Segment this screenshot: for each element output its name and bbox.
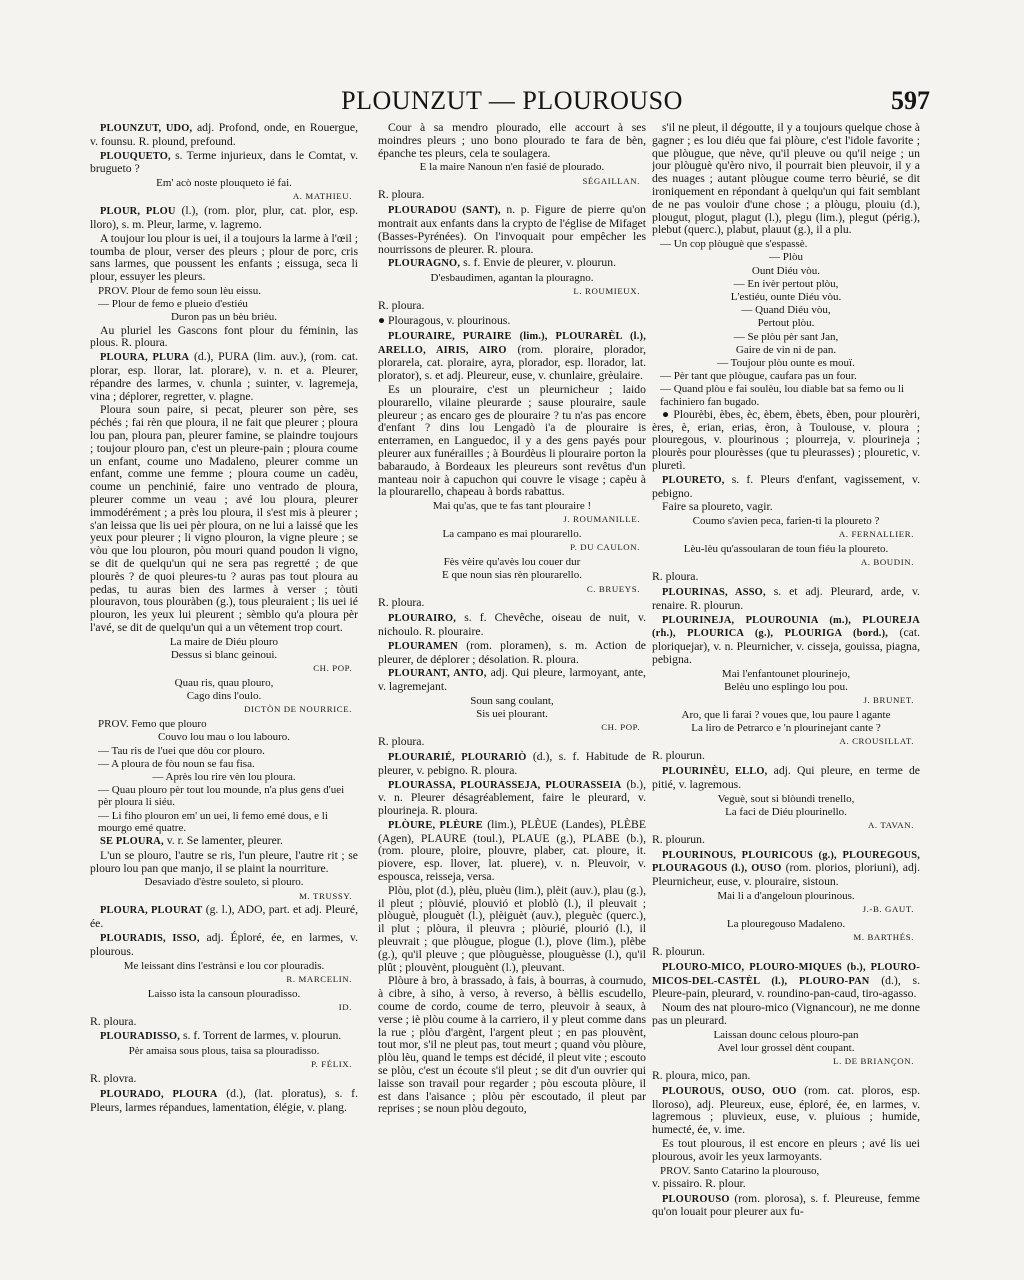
proverb-line: — Pèr tant que plòugue, caufara pas un four. bbox=[660, 370, 857, 383]
cross-reference: R. plourun. bbox=[652, 749, 705, 763]
cross-reference: R. ploura. bbox=[378, 735, 425, 749]
quotation-attribution: M. TRUSSY. bbox=[299, 890, 352, 901]
quotation-attribution: ID. bbox=[338, 1001, 352, 1012]
cross-reference: v. pissairo. R. plour. bbox=[652, 1176, 746, 1190]
proverb-line: — Quau plouro pèr tout lou mounde, n'a plus gens d'uei pèr ploura li siéu. bbox=[98, 784, 345, 809]
quotation-attribution: J.-B. GAUT. bbox=[862, 904, 914, 915]
running-title: PLOUNZUT — PLOUROUSO bbox=[341, 86, 683, 115]
dictionary-entry bbox=[378, 779, 646, 818]
dictionary-entry bbox=[378, 667, 646, 694]
entry-headword: PLOURETO, bbox=[662, 474, 725, 486]
proverb-line: — Li fiho plouron em' un uei, li femo emé dous, e li mourgo emé quatre. bbox=[98, 809, 328, 834]
dictionary-entry bbox=[652, 122, 920, 237]
dictionary-entry bbox=[90, 325, 358, 351]
entry-definition: s. f. Envie de pleurer, v. plourun. bbox=[460, 256, 617, 270]
quotation-line: Veguè, sout si blòundi trenello, bbox=[717, 792, 855, 805]
entry-headword: PLOURA, PLURA bbox=[100, 352, 190, 364]
quotation-line: Laisso ista la cansoun plouradisso. bbox=[147, 987, 301, 1000]
dictionary-entry bbox=[652, 586, 920, 613]
dictionary-entry bbox=[652, 614, 920, 667]
cross-reference: R. plovra. bbox=[90, 1072, 137, 1086]
dictionary-entry bbox=[378, 975, 646, 1116]
entry-headword: PLOURAMEN bbox=[388, 640, 458, 652]
entry-headword: PLOURADOU (SANT), bbox=[388, 205, 501, 217]
entry-headword: PLOURADO, PLOURA bbox=[100, 1088, 218, 1100]
quotation-line: Fès vèire qu'avès lou couer dur bbox=[443, 556, 581, 569]
entry-definition: (rom. plorosa), s. f. Pleureuse, femme qu'on louait pour pleurer aux fu- bbox=[652, 1191, 920, 1219]
quotation-attribution: A. BOUDIN. bbox=[860, 557, 914, 568]
entry-headword: PLOURADISSO, bbox=[100, 1031, 181, 1043]
quotation-line: — Plòu bbox=[769, 251, 803, 264]
quotation-attribution: DICTÒN DE NOURRICE. bbox=[244, 704, 352, 715]
quotation-line: — Toujour plòu ounte es mouï. bbox=[717, 357, 855, 369]
proverb-line: — Plour de femo e plueio d'estiéu bbox=[98, 298, 248, 311]
entry-definition: s. f. Chevêche, oiseau de nuit, v. nichoulo. R. plouraire. bbox=[378, 611, 646, 638]
page-header bbox=[0, 86, 1024, 122]
entry-definition: n. p. Figure de pierre qu'on montrait aux enfants dans la crypto de l'église de Mifaget (Basses-Pyrénées). On l'invoquait pour empêcher les nourrissons de pleurer. R. ploura. bbox=[378, 203, 646, 256]
quotation-attribution: P. FÉLIX. bbox=[311, 1059, 352, 1070]
quotation-line: Couvo lou mau o lou labouro. bbox=[158, 731, 290, 744]
cross-reference: R. ploura. bbox=[378, 299, 425, 313]
dictionary-entry bbox=[652, 849, 920, 889]
dictionary-entry bbox=[378, 751, 646, 778]
cross-reference: R. plourun. bbox=[652, 832, 705, 846]
entry-definition: Es tout plourous, il est encore en pleurs ; avé lis uei plourous, avoir les yeux larmoyants. bbox=[652, 1136, 920, 1163]
entry-definition: (g. l.), ADO, part. et adj. Pleuré, ée. bbox=[90, 903, 358, 931]
entry-definition: (l.), (rom. plor, plur, cat. plor, esp. lloro), s. m. Pleur, larme, v. lagremo. bbox=[90, 204, 358, 231]
quotation-line: Ount Diéu vòu. bbox=[751, 264, 821, 277]
proverb-line: — Un cop plòuguè que s'espassè. bbox=[660, 238, 808, 251]
dictionary-entry bbox=[652, 1002, 920, 1028]
dictionary-entry bbox=[90, 835, 358, 849]
quotation-line: Mai li a d'angeloun plourinous. bbox=[717, 889, 855, 902]
cross-reference: R. plourun. bbox=[652, 944, 705, 958]
entry-definition: (rom. plorios, ploriuni), adj. Pleurnicheur, euse, v. plouraire, sistoun. bbox=[652, 861, 920, 889]
dictionary-entry bbox=[652, 1138, 920, 1164]
dictionary-columns bbox=[90, 122, 920, 1262]
dictionary-entry bbox=[90, 233, 358, 284]
entry-definition: (d.), PURA (lim. auv.), (rom. cat. plorar, esp. llorar, lat. plorare), v. n. et a. Pleurer, répandre des larmes, v. chunla ; suinter, v. lagremeja, vina ; déplorer, regretter, v. plagne. bbox=[90, 350, 358, 403]
entry-headword: SE PLOURA, bbox=[100, 835, 164, 847]
dictionary-entry bbox=[652, 765, 920, 792]
cross-reference: R. ploura. bbox=[378, 596, 425, 610]
quotation-attribution: R. MARCELIN. bbox=[286, 973, 352, 984]
dictionary-entry bbox=[90, 1030, 358, 1044]
dictionary-entry bbox=[378, 384, 646, 499]
entry-definition: Es un plouraire, c'est un pleurnicheur ; laido plourarello, vilaine pleurarde ; sause plouraire, saule pleureur ; as encaro ges de plouraire ? tu n'as pas encore d'enfant ? dins lou Lengadò i'a de plouraire is enterramen, en Languedoc, il y a des gens payés pour pleurer aux funérailles ; à Bourdèus li plouraire porton la babaraudo, à Bordeaux les pleureurs sont revêtus d'un manteau noir à capuchon qui couvre le visage ; capèu à la plourarello, chapeau à bords rabattus. bbox=[378, 382, 646, 499]
cross-reference: ● Plouragous, v. plourinous. bbox=[378, 313, 511, 327]
entry-headword: PLOURA, PLOURAT bbox=[100, 905, 203, 917]
dictionary-entry bbox=[378, 819, 646, 884]
cross-reference: R. ploura. bbox=[90, 1014, 137, 1028]
dictionary-entry bbox=[378, 885, 646, 975]
quotation-line: Cago dins l'oulo. bbox=[186, 690, 262, 703]
entry-headword: PLOURINOUS, PLOURICOUS (g.), PLOUREGOUS, PLOURAGOUS (l.), OUSO bbox=[652, 849, 920, 875]
entry-definition: A toujour lou plour is uei, il a toujours la larme à l'œil ; toumba de plour, verser des pleurs ; plour de porc, cris sans larmes, que poussent les enfants ; eissuga, seca li plour, essuyer les pleurs. bbox=[90, 231, 358, 284]
dictionary-entry bbox=[90, 205, 358, 232]
dictionary-entry bbox=[378, 257, 646, 271]
entry-definition: (lim.), PLÈUE (Landes), PLÈBE (Agen), PLAURE (toul.), PLAUE (g.), PLABE (b.), (rom. ploure, ploire, plouvre, plaber, cat. ploure, it. piovere, esp. llover, lat. pluere), v. n. Pleuvoir, v. espousca, reisseja, versa. bbox=[378, 817, 646, 884]
entry-headword: PLOURAGNO, bbox=[388, 258, 461, 270]
quotation-line: E que noun sias rèn plourarello. bbox=[442, 569, 582, 582]
quotation-line: Aro, que li farai ? voues que, lou paure l agante bbox=[681, 708, 891, 721]
quotation-line: La maire de Diéu plouro bbox=[169, 635, 279, 648]
quotation-line: Me leissant dins l'estrànsi e lou cor plouradis. bbox=[123, 959, 325, 972]
quotation-line: La plouregouso Madaleno. bbox=[726, 917, 846, 930]
quotation-line: Pertout plòu. bbox=[757, 317, 815, 330]
cross-reference: R. ploura. bbox=[378, 188, 425, 202]
quotation-line: Soun sang coulant, bbox=[470, 694, 554, 707]
quotation-attribution: A. FERNALLIER. bbox=[838, 529, 914, 540]
quotation-line: Sis uei plourant. bbox=[476, 708, 548, 721]
entry-headword: PLOURAIRE, PURAIRE (lim.), PLOURARÈL (l.), ARELLO, AIRIS, AIRO bbox=[378, 330, 646, 356]
entry-headword: PLOURASSA, PLOURASSEJA, PLOURASSEIA bbox=[388, 779, 622, 791]
dictionary-entry bbox=[652, 409, 920, 473]
dictionary-entry bbox=[378, 330, 646, 383]
column-left bbox=[90, 122, 358, 1262]
entry-definition: (rom. ploraire, plorador, plorarela, cat. ploraire, ayra, plorador, esp. llorador, lat. plorator), s. et adj. Pleureur, euse, v. chunlaire, grèulaire. bbox=[378, 342, 646, 383]
cross-reference: R. ploura, mico, pan. bbox=[652, 1068, 751, 1082]
quotation-line: Pèr amaisa sous plous, taisa sa plouradisso. bbox=[128, 1045, 320, 1058]
quotation-attribution: A. TAVAN. bbox=[867, 819, 914, 830]
entry-definition: Plòure à bro, à brassado, à fais, à bourras, à cournudo, à cibre, à siho, à verso, à reverso, à bèllis escudello, coume de cordo, coume de terro, pleuvoir à seaux, à verse ; iè plòu coume à la carriero, il y pleut comme dans la rue ; plòu d'argènt, l'argent pleut ; en pas plouvènt, tout mor, s'il ne pleut pas, tout meurt ; quand vòu plòure, plòu lèu, quand le temps est décidé, il pleut vite ; escouto se plòu, c'est un écoute s'il pleut ; se dit d'un ouvrier qui laisse son travail pour regarder ; pòu escouta plòure, il est dans l'aisance ; plòu pèr escoutado, il pleut par reprises ; se noun plòu degouto, bbox=[378, 974, 646, 1116]
entry-headword: PLOURANT, ANTO, bbox=[388, 668, 487, 680]
quotation-line: La campano es mai plourarello. bbox=[442, 528, 582, 541]
dictionary-entry bbox=[90, 904, 358, 931]
quotation-attribution: J. ROUMANILLE. bbox=[563, 514, 640, 525]
dictionary-entry bbox=[90, 932, 358, 959]
entry-headword: PLÒURE, PLÈURE bbox=[388, 819, 483, 831]
dictionary-entry bbox=[378, 640, 646, 667]
entry-headword: PLOUQUETO, bbox=[100, 150, 171, 162]
entry-headword: PLOURAIRO, bbox=[388, 613, 457, 625]
proverb-line: PROV. Femo que plouro bbox=[98, 718, 207, 731]
dictionary-entry bbox=[90, 404, 358, 634]
quotation-attribution: A. CROUSILLAT. bbox=[839, 736, 914, 747]
quotation-attribution: SÉGAILLAN. bbox=[582, 175, 640, 186]
quotation-attribution: P. DU CAULON. bbox=[570, 542, 640, 553]
entry-headword: PLOUR, PLOU bbox=[100, 206, 176, 218]
quotation-line: Lèu-lèu qu'assoularan de toun fiéu la ploureto. bbox=[683, 543, 889, 556]
entry-definition: Faire sa ploureto, vagir. bbox=[662, 500, 773, 514]
entry-definition: Au pluriel les Gascons font plour du féminin, las plous. R. ploura. bbox=[90, 323, 358, 350]
quotation-line: Mai l'enfantounet plourinejo, bbox=[721, 667, 851, 680]
proverb-line: PROV. Plour de femo soun lèu eissu. bbox=[98, 284, 261, 297]
entry-definition: (d.), (lat. ploratus), s. f. Pleurs, larmes répandues, lamentation, élégie, v. plang. bbox=[90, 1086, 358, 1114]
entry-headword: PLOURARIÉ, PLOURARIÒ bbox=[388, 751, 527, 763]
entry-definition: adj. Profond, onde, en Rouergue, v. founsu. R. plound, prefound. bbox=[90, 122, 358, 148]
column-middle bbox=[378, 122, 646, 1262]
quotation-line: Coumo s'avien peca, farien-ti la ploureto ? bbox=[692, 515, 880, 528]
quotation-line: — En ivèr pertout plòu, bbox=[733, 277, 839, 290]
entry-headword: PLOURINEJA, PLOUROUNIA (m.), PLOUREJA (rh.), PLOURICA (g.), PLOURIGA (bord.), bbox=[652, 614, 920, 640]
entry-headword: PLOURO-MICO, PLOURO-MIQUES (b.), PLOURO-MICOS-DEL-CASTÈL (l.), PLOURO-PAN bbox=[652, 961, 920, 987]
dictionary-entry bbox=[90, 1088, 358, 1115]
entry-definition: (b.), v. n. Pleurer désagréablement, faire le pleurard, v. plourineja. R. ploura. bbox=[378, 777, 646, 818]
dictionary-entry bbox=[652, 1085, 920, 1137]
dictionary-entry bbox=[652, 474, 920, 501]
proverb-line: — Quand plòu e fai soulèu, lou diable bat sa femo ou li fachiniero fan bugado. bbox=[660, 383, 905, 408]
entry-definition: Cour à sa mendro plourado, elle accourt à ses moindres pleurs ; uno bono plourado te fara de bèn, épanche tes pleurs, cela te soulagera. bbox=[378, 122, 646, 160]
entry-headword: PLOURINAS, ASSO, bbox=[662, 586, 766, 598]
entry-headword: PLOUROUSO bbox=[662, 1193, 730, 1205]
entry-definition: s. et adj. Pleurard, arde, v. renaire. R. plourun. bbox=[652, 584, 920, 612]
quotation-line: Belèu uno esplingo lou pou. bbox=[724, 680, 848, 693]
dictionary-entry bbox=[378, 122, 646, 160]
dictionary-entry bbox=[378, 612, 646, 639]
proverb-line: — Tau ris de l'uei que dòu cor plouro. bbox=[98, 744, 265, 757]
quotation-line: La faci de Diéu plourinello. bbox=[725, 805, 847, 818]
dictionary-entry bbox=[90, 850, 358, 876]
quotation-attribution: C. BRUEYS. bbox=[586, 583, 640, 594]
proverb-line: — A ploura de fòu noun se fau fisa. bbox=[98, 757, 255, 770]
quotation-attribution: CH. POP. bbox=[313, 663, 352, 674]
entry-headword: PLOUNZUT, UDO, bbox=[100, 123, 193, 134]
quotation-line: Mai qu'as, que te fas tant plouraire ! bbox=[432, 500, 592, 513]
quotation-attribution: L. DE BRIANÇON. bbox=[833, 1056, 914, 1067]
dictionary-entry bbox=[90, 150, 358, 177]
quotation-line: Laissan dounc celous plouro-pan bbox=[713, 1028, 859, 1041]
entry-definition: (d.), s. Pleure-pain, pleurard, v. roundino-pan-caud, tiro-agasso. bbox=[652, 973, 920, 1001]
quotation-line: Gaire de vin ni de pan. bbox=[735, 343, 837, 356]
entry-definition: adj. Éploré, ée, en larmes, v. plourous. bbox=[90, 930, 358, 958]
quotation-line: — Se plòu pèr sant Jan, bbox=[733, 330, 839, 343]
dictionary-entry bbox=[652, 501, 920, 514]
entry-definition: adj. Qui pleure, en terme de pitié, v. lagremous. bbox=[652, 763, 920, 791]
entry-definition: ● Plourèbi, èbes, èc, èbem, èbets, èben, pour plourèri, ères, è, erian, erias, èron, à Toulouse, v. ploura ; plouregous, v. plourinous ; plourreja, v. plourineja ; plourès pour plourèsses (que tu pleurasses) ; plouretic, v. pluretì. bbox=[652, 407, 920, 472]
quotation-line: D'esbaudimen, agantan la plouragno. bbox=[430, 272, 594, 285]
entry-definition: v. r. Se lamenter, pleurer. bbox=[163, 833, 283, 847]
quotation-line: Em' acò noste plouqueto ié fai. bbox=[156, 177, 292, 190]
quotation-attribution: J. BRUNET. bbox=[863, 695, 914, 706]
entry-headword: PLOURINÈU, ELLO, bbox=[662, 765, 768, 777]
dictionary-entry bbox=[378, 204, 646, 256]
entry-definition: L'un se plouro, l'autre se ris, l'un pleure, l'autre rit ; se plouro lou pan que manjo, il se plaint la nourriture. bbox=[90, 848, 358, 875]
entry-definition: (cat. ploriquejar), v. n. Pleurnicher, v. cisseja, gouissa, piagna, pebigna. bbox=[652, 626, 920, 666]
quotation-line: — Quand Diéu vòu, bbox=[741, 304, 831, 317]
quotation-attribution: A. MATHIEU. bbox=[292, 191, 352, 202]
cross-reference: R. ploura. bbox=[652, 570, 699, 584]
entry-definition: Noum des nat plouro-mico (Vignancour), ne me donne pas un pleurard. bbox=[652, 1001, 920, 1027]
entry-definition: (d.), s. f. Habitude de pleurer, v. pebigno. R. ploura. bbox=[378, 749, 646, 777]
quotation-line: L'estiéu, ounte Diéu vòu. bbox=[730, 290, 842, 303]
quotation-line: Avel lour grossel dènt coupant. bbox=[717, 1041, 855, 1054]
quotation-line: Dessus si blanc geinoui. bbox=[170, 648, 278, 661]
entry-headword: PLOURADIS, ISSO, bbox=[100, 932, 200, 944]
quotation-line: Duron pas un bèu brièu. bbox=[170, 311, 277, 324]
column-right bbox=[652, 122, 920, 1262]
quotation-attribution: CH. POP. bbox=[601, 722, 640, 733]
quotation-attribution: L. ROUMIEUX. bbox=[573, 286, 640, 297]
quotation-line: — Après lou rire vèn lou ploura. bbox=[152, 770, 296, 783]
dictionary-entry bbox=[652, 1193, 920, 1220]
entry-definition: Ploura soun paire, si pecat, pleurer son père, ses péchés ; fai rèn que ploura, il ne fait que pleurer ; ploura lou pan, ploura pan, pleurer famine, se plaindre toujours ; toujour plouro pan, c'est un pleure-pain ; ploura coume un enfant, coume uno Madaleno, pleurer comme un enfant, comme une femme ; ploura coume un cadèu, coume un penchinié, faire uno ventrado de ploura, pleurer comme un veau ; avé lou ploura, pleurer immodérément ; a près lou ploura, il s'est mis à pleurer ; s'an leissa que lis uei pèr ploura, on ne lui a laissé que les yeux pour pleurer ; li vigno plouron, la vigne pleure ; se vòu que lou plouron, pòu mouri quand poudon li vigno, se dit de quelqu'un qui ne sera pas regretté ; de que plourès ? de quoi pleures-tu ? auras pas tout ploura au pedas, tu auras bien des larmes à verser ; tòuti plouravon, tous plouràben (g.), tous pleuraient ; lis uei ié plouron, les yeux lui pleurent ; sèmblo qu'a ploura pèr l'avé, se dit de quelqu'un qui a un vêtement trop court. bbox=[90, 403, 358, 634]
entry-definition: (rom. ploramen), s. m. Action de pleurer, de déplorer ; désolation. R. ploura. bbox=[378, 638, 646, 666]
entry-definition: (rom. cat. ploros, esp. lloroso), adj. Pleureux, euse, éploré, ée, en larmes, v. lagremous ; pluvieux, euse, v. pluious ; humide, humecté, ée, v. ime. bbox=[652, 1083, 920, 1137]
quotation-line: La liro de Petrarco e 'n plourinejant cante ? bbox=[691, 722, 881, 735]
quotation-line: Quau ris, quau plouro, bbox=[174, 676, 274, 689]
page-number: 597 bbox=[891, 86, 930, 115]
proverb-line: PROV. Santo Catarino la plourouso, bbox=[660, 1164, 820, 1177]
quotation-line: E la maire Nanoun n'en fasié de plourado. bbox=[419, 161, 605, 174]
entry-definition: s. f. Torrent de larmes, v. plourun. bbox=[180, 1029, 342, 1043]
dictionary-entry bbox=[90, 351, 358, 403]
entry-headword: PLOUROUS, OUSO, OUO bbox=[662, 1085, 797, 1097]
quotation-attribution: M. BARTHÉS. bbox=[853, 932, 914, 943]
entry-definition: Plòu, plot (d.), plèu, pluèu (lim.), plèit (auv.), plau (g.), il pleut ; plòuvié, plouvió et ploblò (l.), il pleuvait ; plòuguè, plouguèt (l.), plèiguèt (auv.), pleguèc (querc.), il plut ; plòura, il pleuvra ; plòurié, plourió (l.), il pleuvrait ; que plòugue, plogue (l.), plove (lim.), plèbe (g.), qu'il pleuve ; que plòuguèsse, plouguèsse (l.), qu'il plût ; plouvènt, plouguènt (l.), pleuvant. bbox=[378, 883, 646, 974]
entry-definition: s. f. Pleurs d'enfant, vagissement, v. pebigno. bbox=[652, 472, 920, 500]
dictionary-entry bbox=[652, 961, 920, 1001]
dictionary-entry bbox=[90, 122, 358, 149]
entry-definition: adj. Qui pleure, larmoyant, ante, v. lagremejant. bbox=[378, 666, 646, 694]
entry-definition: s. Terme injurieux, dans le Comtat, v. brugueto ? bbox=[90, 148, 358, 176]
entry-definition: s'il ne pleut, il dégoutte, il y a toujours quelque chose à gagner ; es lou diéu que fai plòure, c'est l'idole favorite ; que plòugue, que nève, qu'il pleuve ou qu'il neige ; un jour plòuguè qu'èro nivo, il pourrait bien pleuvoir, il y a des nuages ; autant plòugue coume terro bèurié, se dit ironiquement en répondant à quelqu'un qui fait semblant de ne pas vouloir d'une chose ; a plòugu, plouiu (d.), plougut, plogut, plagut (l.), plegu (lim.), plegut (périg.), plebut (querc.), plabut, plauut (g.), il a plu. bbox=[652, 122, 920, 237]
quotation-line: Desaviado d'èstre souleto, si plouro. bbox=[144, 876, 304, 889]
